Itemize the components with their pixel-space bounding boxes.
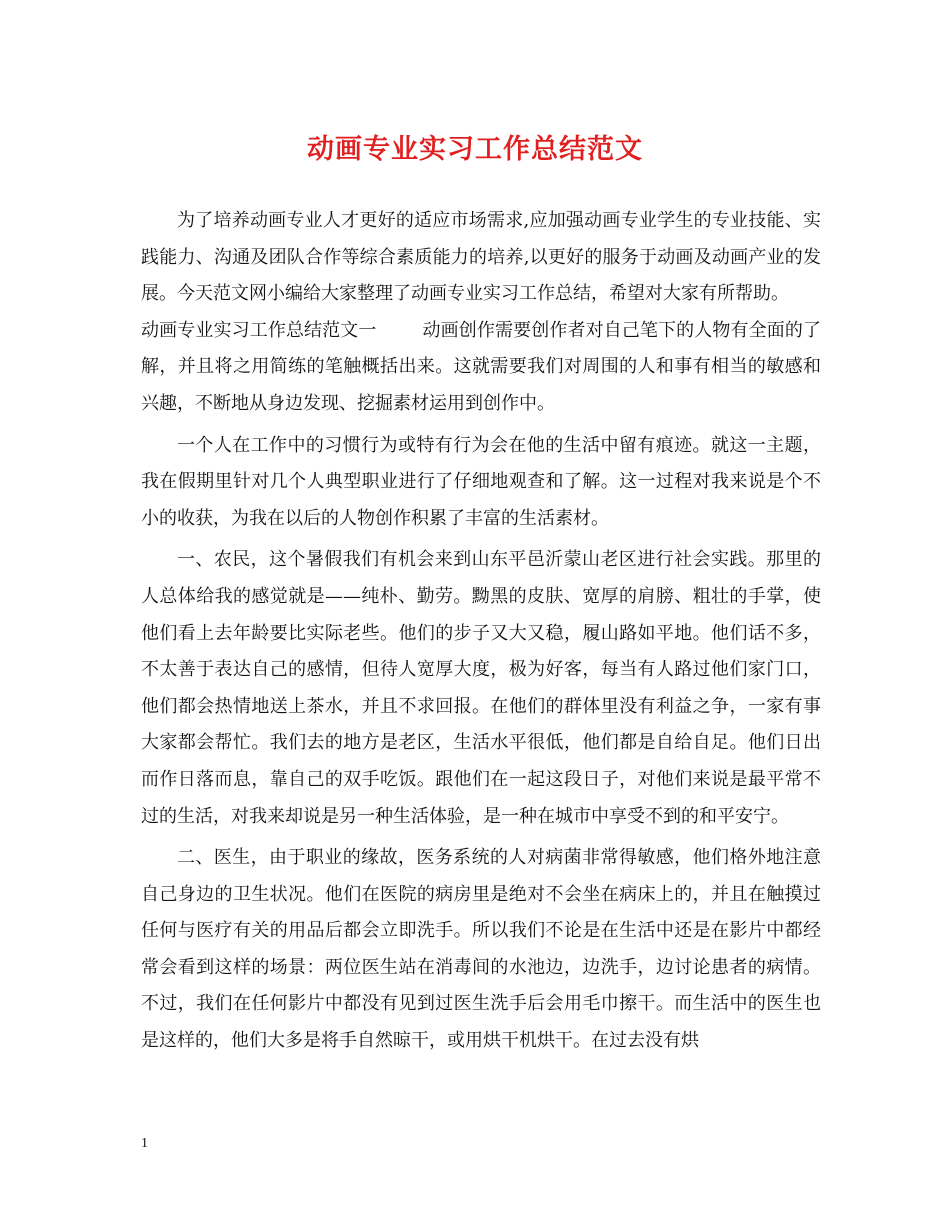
section-lead-text: 动画创作需要创作者对自己笔下的人物有全面的了解，并且将之用简练的笔触概括出来。这就需要我们对周围的人和事有相当的敏感和兴趣，不断地从身边发现、挖掘素材运用到创作中。: [141, 319, 821, 414]
body-paragraph-doctors: 二、医生，由于职业的缘故，医务系统的人对病菌非常得敏感，他们格外地注意自己身边的卫生状况。他们在医院的病房里是绝对不会坐在病床上的，并且在触摸过任何与医疗有关的用品后都会立即洗手。所以我们不论是在生活中还是在影片中都经常会看到这样的场景：两位医生站在消毒间的水池边，边洗手，边讨论患者的病情。不过，我们在任何影片中都没有见到过医生洗手后会用毛巾擦干。而生活中的医生也是这样的，他们大多是将手自然晾干，或用烘干机烘干。在过去没有烘: [141, 847, 821, 1052]
body-paragraph-farmers: 一、农民，这个暑假我们有机会来到山东平邑沂蒙山老区进行社会实践。那里的人总体给我的感觉就是——纯朴、勤劳。黝黑的皮肤、宽厚的肩膀、粗壮的手掌，使他们看上去年龄要比实际老些。他们的步子又大又稳，履山路如平地。他们话不多，不太善于表达自己的感情，但待人宽厚大度，极为好客，每当有人路过他们家门口，他们都会热情地送上茶水，并且不求回报。在他们的群体里没有利益之争，一家有事大家都会帮忙。我们去的地方是老区，生活水平很低，他们都是自给自足。他们日出而作日落而息，靠自己的双手吃饭。跟他们在一起这段日子，对他们来说是最平常不过的生活，对我来却说是另一种生活体验，是一种在城市中享受不到的和平安宁。: [141, 549, 821, 827]
intro-paragraph: 为了培养动画专业人才更好的适应市场需求,应加强动画专业学生的专业技能、实践能力、沟通及团队合作等综合素质能力的培养,以更好的服务于动画及动画产业的发展。今天范文网小编给大家整理了动画专业实习工作总结，希望对大家有所帮助。: [141, 210, 821, 305]
page-number: 1: [141, 1136, 148, 1151]
body-paragraph-habits: 一个人在工作中的习惯行为或特有行为会在他的生活中留有痕迹。就这一主题，我在假期里针对几个人典型职业进行了仔细地观查和了解。这一过程对我来说是个不小的收获，为我在以后的人物创作积累了丰富的生活素材。: [141, 434, 821, 529]
document-title: 动画专业实习工作总结范文: [307, 134, 643, 165]
document-body: [141, 203, 821, 1060]
section-paragraph: [141, 313, 821, 423]
section-heading: 动画专业实习工作总结范文一: [141, 319, 377, 341]
